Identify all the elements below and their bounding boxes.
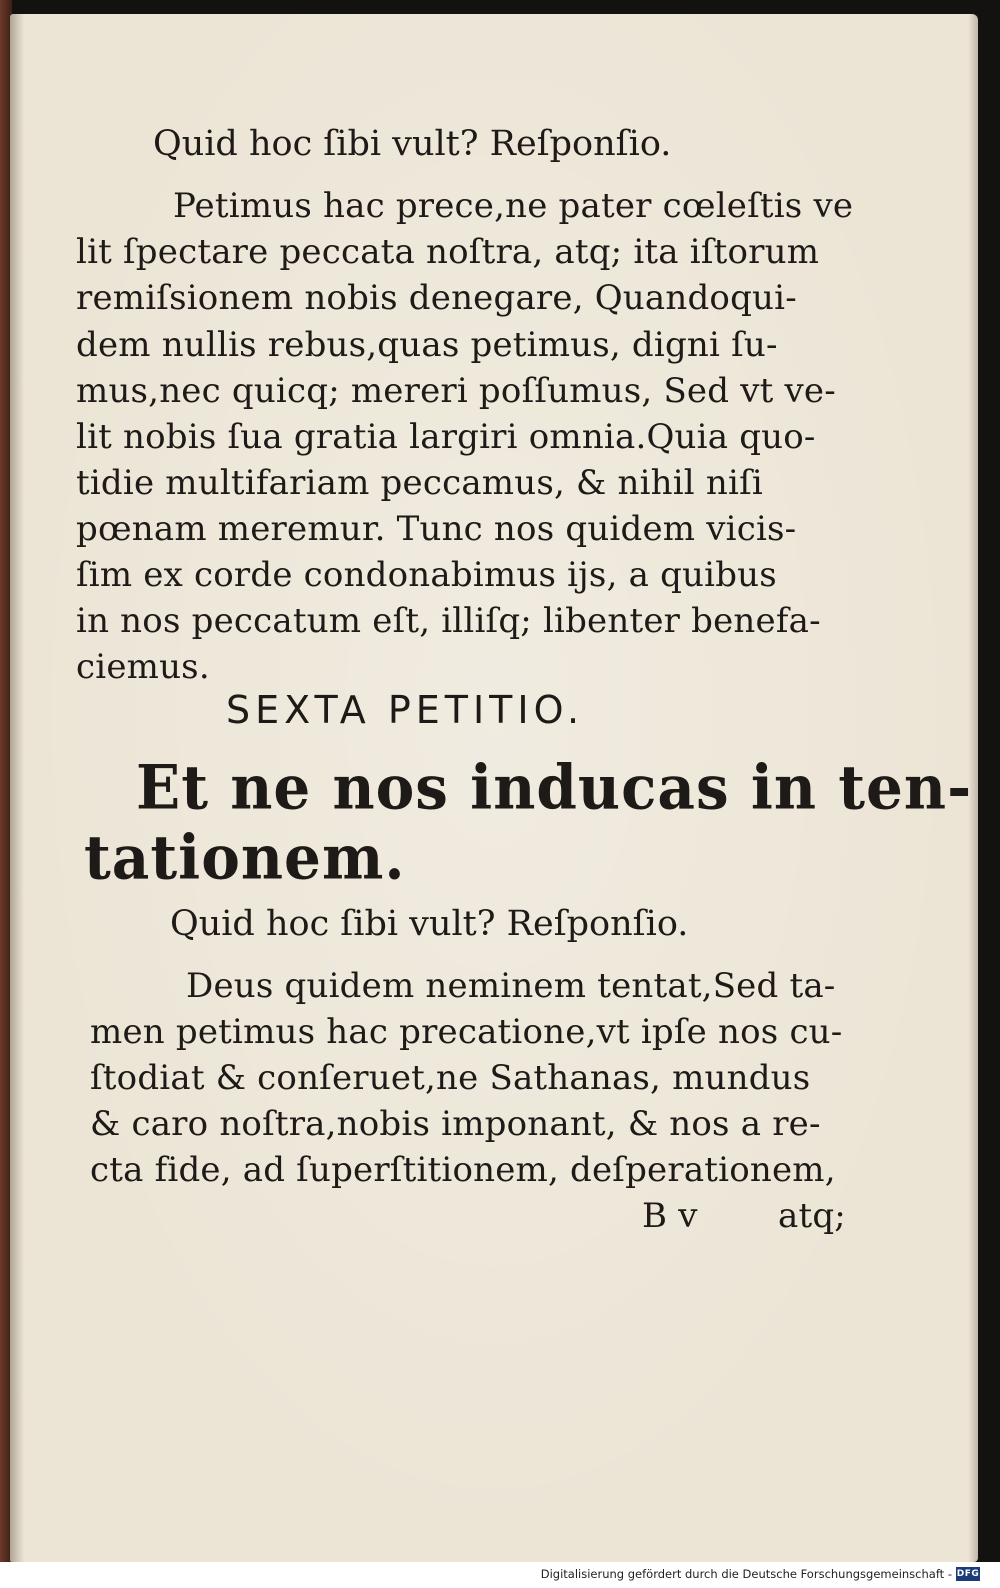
paragraph-2-line: cta fide, ad ſuperſtitionem, deſperationem, — [90, 1150, 836, 1190]
paragraph-1-line: tidie multifariam peccamus, & nihil niſi — [76, 463, 763, 503]
funding-credit: Digitalisierung gefördert durch die Deutsche Forschungsgemeinschaft - — [540, 1567, 952, 1581]
heading-1: Quid hoc ſibi vult? Reſponſio. — [153, 124, 672, 164]
paragraph-1-line: mus,nec quicq; mereri poſſumus, Sed vt ve- — [76, 371, 836, 411]
paragraph-1-line: remiſsionem nobis denegare, Quandoqui- — [76, 278, 797, 318]
paragraph-1-line: ſim ex corde condonabimus ijs, a quibus — [76, 555, 777, 595]
paragraph-2-line: Deus quidem neminem tentat,Sed ta- — [186, 966, 836, 1006]
paragraph-1-line: Petimus hac prece,ne pater cœleſtis ve — [173, 186, 854, 226]
paragraph-1-line: ciemus. — [76, 647, 210, 687]
footer-bar — [0, 1562, 1000, 1588]
paragraph-2-line: men petimus hac precatione,vt ipſe nos cu- — [90, 1012, 843, 1052]
dfg-logo: DFG — [956, 1569, 980, 1579]
signature-mark: B v — [642, 1196, 698, 1236]
paragraph-1-line: dem nullis rebus,quas petimus, digni ſu- — [76, 325, 778, 365]
section-title: SEXTA PETITIO. — [226, 688, 585, 732]
paragraph-1-line: lit nobis ſua gratia largiri omnia.Quia quo- — [76, 417, 816, 457]
paragraph-2-line: ſtodiat & conſeruet,ne Sathanas, mundus — [90, 1058, 811, 1098]
paragraph-1-line: lit ſpectare peccata noſtra, atq; ita iſtorum — [76, 232, 820, 272]
petition-line: tationem. — [84, 822, 406, 894]
book-page — [10, 14, 978, 1562]
petition-line: Et ne nos inducas in ten- — [136, 752, 973, 824]
paragraph-1-line: in nos peccatum eſt, illiſq; libenter benefa- — [76, 601, 821, 641]
paragraph-2-line: & caro noſtra,nobis imponant, & nos a re- — [90, 1104, 821, 1144]
paragraph-1-line: pœnam meremur. Tunc nos quidem vicis- — [76, 509, 797, 549]
catchword: atq; — [778, 1196, 846, 1236]
heading-2: Quid hoc ſibi vult? Reſponſio. — [170, 904, 689, 944]
